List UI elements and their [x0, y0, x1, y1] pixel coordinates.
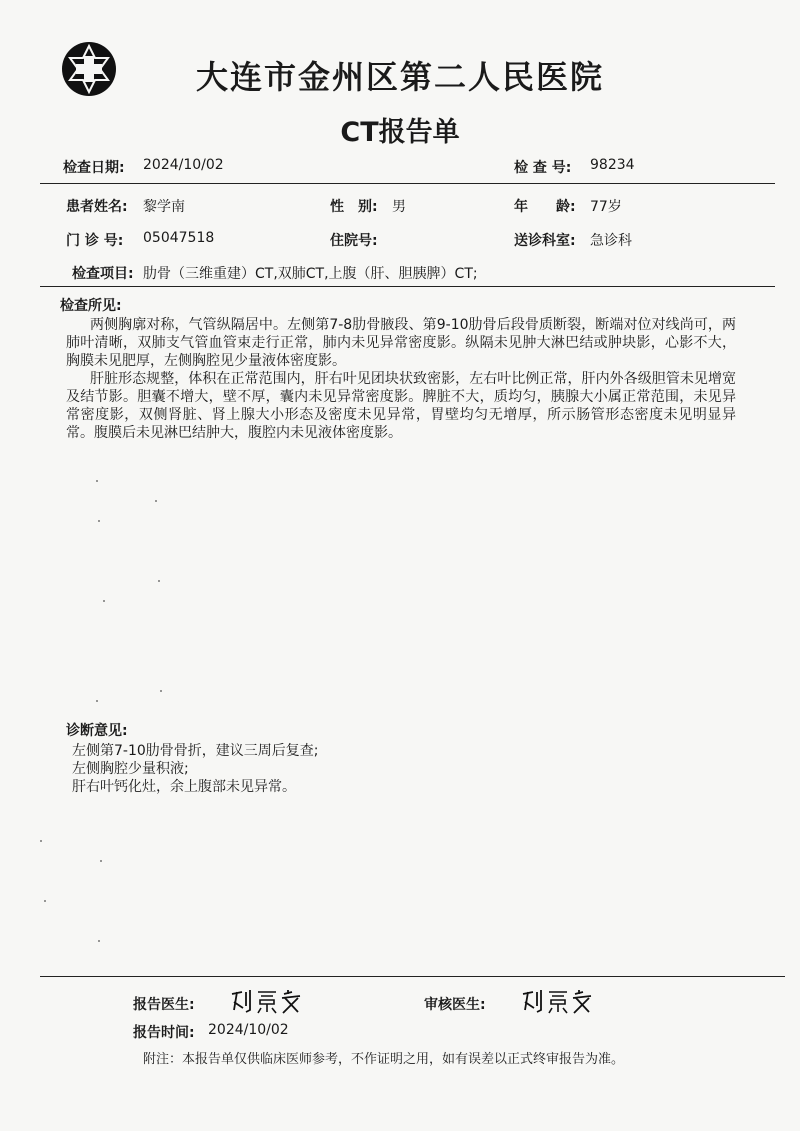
reporting-doctor-signature — [228, 986, 308, 1016]
report-time-value: 2024/10/02 — [208, 1022, 289, 1038]
disclaimer-note: 附注：本报告单仅供临床医师参考，不作证明之用，如有误差以正式终审报告为准。 — [143, 1052, 625, 1067]
divider-top — [40, 183, 775, 184]
age-label: 年 龄: — [514, 199, 576, 215]
report-title: CT报告单 — [340, 117, 460, 148]
report-time-label: 报告时间: — [133, 1025, 195, 1041]
exam-no-value: 98234 — [590, 157, 635, 173]
diagnosis-line: 左侧胸腔少量积液; — [72, 761, 189, 777]
diagnosis-body — [72, 742, 672, 796]
divider-footer — [40, 976, 785, 977]
inpatient-no-label: 住院号: — [330, 233, 378, 249]
reviewing-doctor-signature — [519, 986, 599, 1016]
findings-title: 检查所见: — [60, 298, 122, 314]
findings-paragraph-abdomen: 肝脏形态规整，体积在正常范围内，肝右叶见团块状致密影，左右叶比例正常，肝内外各级胆管未见增宽及结节影。胆囊不增大，壁不厚，囊内未见异常密度影。脾脏不大，质均匀，胰腺大小属正常范围，未见异常密度影，双侧肾脏、肾上腺大小形态及密度未见异常，胃壁均匀无增厚，所示肠管形态密度未见明显异常。腹膜后未见淋巴结肿大，腹腔内未见液体密度影。 — [66, 371, 736, 441]
age-value: 77岁 — [590, 199, 622, 215]
patient-name-label: 患者姓名: — [66, 199, 128, 215]
diagnosis-line: 左侧第7-10肋骨骨折，建议三周后复查; — [72, 743, 319, 759]
divider-findings — [40, 286, 775, 287]
hospital-name: 大连市金州区第二人民医院 — [195, 58, 604, 96]
patient-name-value: 黎学南 — [143, 199, 185, 215]
diagnosis-line: 肝右叶钙化灶，余上腹部未见异常。 — [72, 779, 296, 795]
clinic-no-value: 05047518 — [143, 230, 215, 246]
sex-value: 男 — [392, 199, 406, 215]
diagnosis-title: 诊断意见: — [66, 723, 128, 739]
findings-paragraph-chest: 两侧胸廓对称，气管纵隔居中。左侧第7-8肋骨腋段、第9-10肋骨后段骨质断裂，断端对位对线尚可，两肺叶清晰，双肺支气管血管束走行正常，肺内未见异常密度影。纵隔未见肿大淋巴结或肿块影，心影不大，胸膜未见肥厚，左侧胸腔见少量液体密度影。 — [66, 317, 736, 369]
sex-label: 性 别: — [330, 199, 378, 215]
findings-body — [66, 316, 736, 442]
dept-value: 急诊科 — [590, 233, 632, 249]
clinic-no-label: 门 诊 号: — [66, 233, 124, 249]
dept-label: 送诊科室: — [514, 233, 576, 249]
reviewing-doctor-label: 审核医生: — [424, 997, 486, 1013]
exam-date-label: 检查日期: — [63, 160, 125, 176]
reporting-doctor-label: 报告医生: — [133, 997, 195, 1013]
exam-items-label: 检查项目: — [72, 266, 134, 282]
exam-date-value: 2024/10/02 — [143, 157, 224, 173]
exam-no-label: 检 查 号: — [514, 160, 572, 176]
exam-items-value: 肋骨（三维重建）CT,双肺CT,上腹（肝、胆胰脾）CT; — [143, 266, 478, 282]
